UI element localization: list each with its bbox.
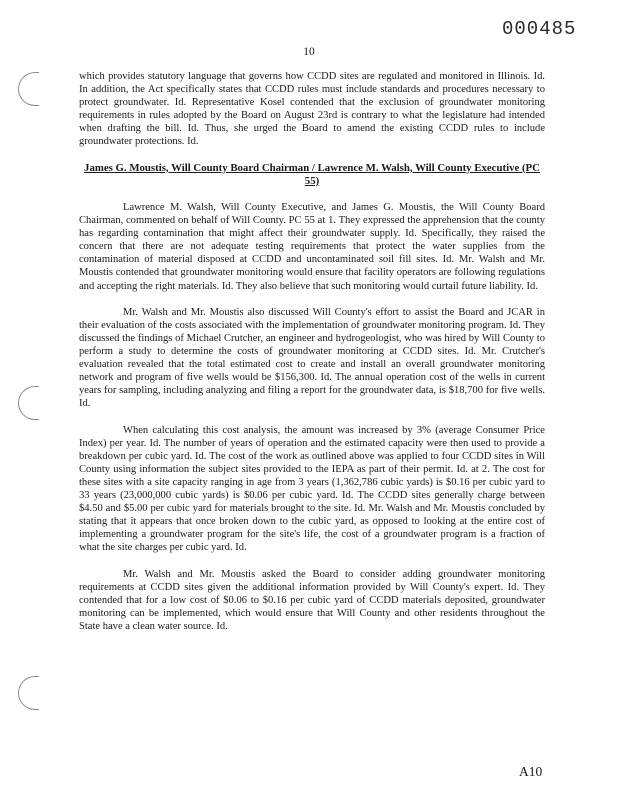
- body-paragraph: Mr. Walsh and Mr. Moustis also discussed Will County's effort to assist the Board and JCAR in their evaluation of the costs associated with the implementation of groundwater monitoring program. Id. They discussed the findings of Michael Crutcher, an engineer and hydrogeologist, who was hired by Will County to perform a study to determine the costs of groundwater monitoring at CCDD sites. Id. Mr. Crutcher's evaluation revealed that the total estimated cost to create and install an overall groundwater monitoring network and program of five wells would be $156,300. Id. The annual operation cost of the wells in current years for sampling, including analyzing and filing a report for the groundwater data, is $18,700 for five wells. Id.: [79, 306, 545, 410]
- appendix-page-label: A10: [519, 764, 543, 779]
- body-paragraph: Mr. Walsh and Mr. Moustis asked the Board to consider adding groundwater monitoring requirements at CCDD sites given the additional information provided by Will County's expert. Id. They contended that for a low cost of $0.06 to $0.16 per cubic yard of CCDD materials deposited, groundwater monitoring can be implemented, which would ensure that Will County and other residents throughout the State have a clean water source. Id.: [79, 568, 545, 632]
- body-paragraph: Lawrence M. Walsh, Will County Executive, and James G. Moustis, the Will County Board Chairman, commented on behalf of Will County. PC 55 at 1. They expressed the apprehension that the county has regarding contamination that might affect their groundwater supply. Id. Specifically, they raised the concern that there are not adequate testing requirements that protect the water supplies from the contamination of material disposed at CCDD and uncontaminated soil fill sites. Id. Mr. Walsh and Mr. Moustis contended that groundwater monitoring would ensure that facility operators are following regulations and accepting the right materials. Id. They also believe that such monitoring would curtail future liability. Id.: [79, 201, 545, 292]
- document-body: [79, 70, 545, 646]
- page-number: 10: [303, 46, 315, 58]
- punch-hole-mark: [18, 72, 39, 106]
- punch-hole-mark: [18, 676, 39, 710]
- body-paragraph: When calculating this cost analysis, the amount was increased by 3% (average Consumer Price Index) per year. Id. The number of years of operation and the estimated capacity were then used to provide a breakdown per cubic yard. Id. The cost of the work as outlined above was applied to four CCDD sites in Will County using information the subject sites provided to the IEPA as part of their permit. Id. at 2. The cost for these sites with a site capacity ranging in age from 3 years (1,362,786 cubic yards) is $0.16 per cubic yard to 33 years (23,000,000 cubic yards) is $0.06 per cubic yard. Id. The CCDD sites generally charge between $4.50 and $5.00 per cubic yard for materials brought to the site. Id. Mr. Walsh and Mr. Moustis concluded by stating that it appears that once broken down to the cubic yard, as opposed to looking at the entire cost of implementing a groundwater program for the site's life, the cost of a groundwater program is a fraction of what the site charges per cubic yard. Id.: [79, 424, 545, 554]
- bates-stamp: 000485: [502, 18, 577, 40]
- punch-hole-mark: [18, 386, 39, 420]
- body-paragraph: which provides statutory language that governs how CCDD sites are regulated and monitored in Illinois. Id. In addition, the Act specifically states that CCDD rules must include standards and procedures necessary to protect groundwater. Id. Representative Kosel contended that the exclusion of groundwater monitoring requirements in rules adopted by the Board on August 23rd is contrary to what the legislature had intended when drafting the bill. Id. Thus, she urged the Board to amend the existing CCDD rules to include groundwater protections. Id.: [79, 71, 545, 148]
- section-heading: James G. Moustis, Will County Board Chairman / Lawrence M. Walsh, Will County Executive (PC 55): [84, 161, 540, 187]
